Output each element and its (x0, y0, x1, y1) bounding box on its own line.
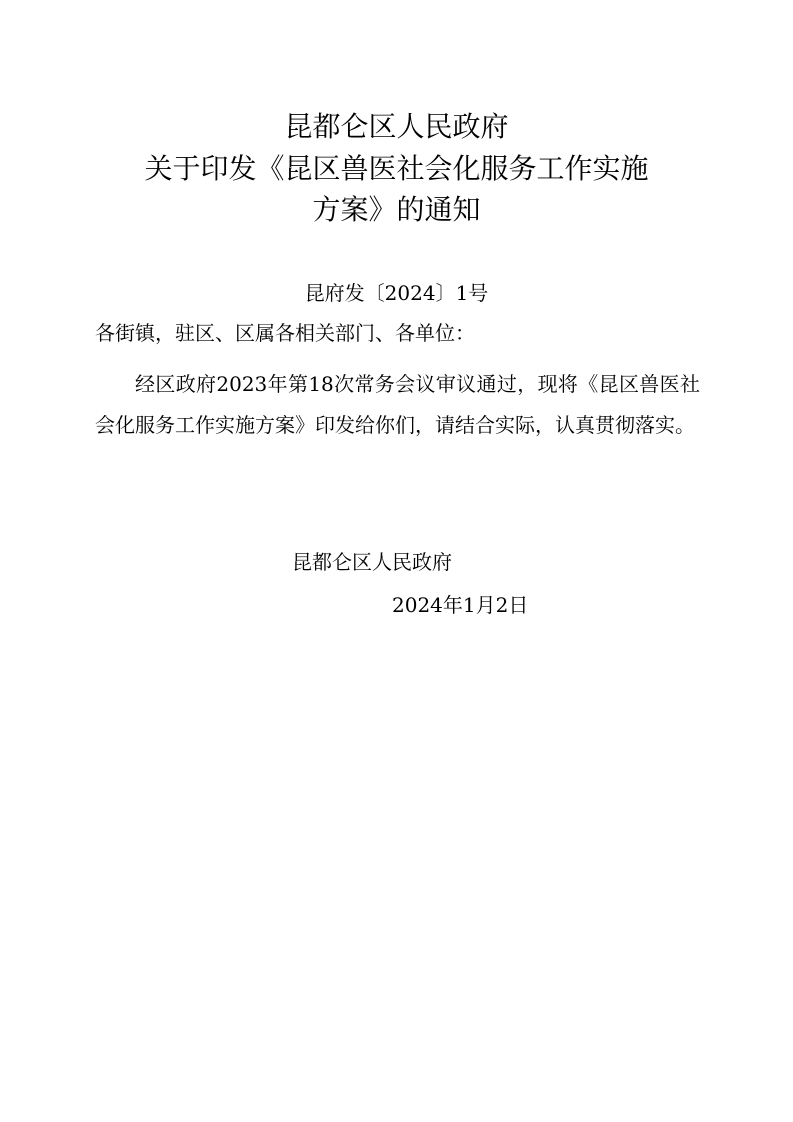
body-paragraph: 经区政府2023年第18次常务会议审议通过，现将《昆区兽医社会化服务工作实施方案》印发给你们，请结合实际，认真贯彻落实。 (95, 372, 700, 437)
document-title-line-3: 方案》的通知 (312, 193, 481, 226)
signature-date: 2024年1月2日 (392, 593, 529, 617)
document-title-line-1: 昆都仑区人民政府 (284, 110, 509, 143)
document-title-line-2: 关于印发《昆区兽医社会化服务工作实施 (144, 152, 649, 185)
addressee-line: 各街镇，驻区、区属各相关部门、各单位： (95, 321, 475, 345)
document-number: 昆府发〔2024〕1号 (304, 281, 489, 305)
signature-organization: 昆都仑区人民政府 (292, 550, 452, 574)
